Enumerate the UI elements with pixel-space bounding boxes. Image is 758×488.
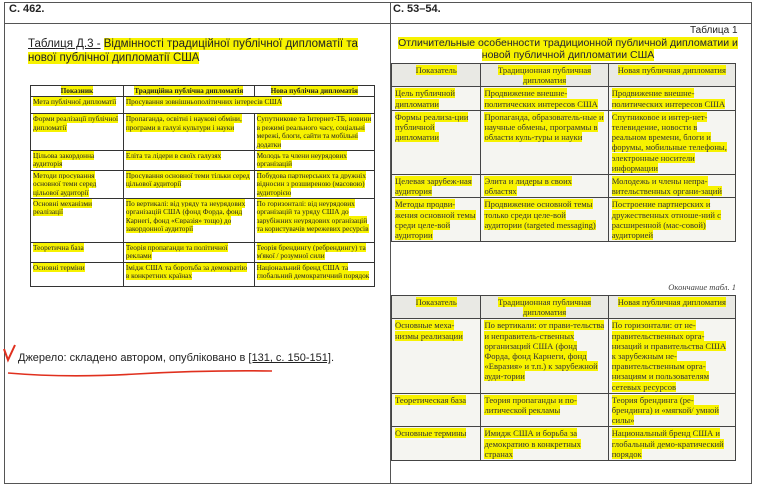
left-table-title [28, 37, 378, 65]
right-table-cont-header-text: Показатель [415, 297, 457, 307]
right-table-cell-text: Целевая зарубеж-ная аудитория [395, 176, 472, 197]
right-table-header-0 [392, 64, 481, 87]
right-comparison-table [391, 63, 736, 242]
left-table-row [31, 262, 375, 286]
right-table-header-text: Показатель [415, 65, 457, 75]
header-divider [5, 23, 751, 24]
right-table-cell [392, 110, 481, 174]
right-table-cont-cell [481, 427, 608, 461]
left-table-cell [31, 151, 124, 171]
left-table-cell [31, 243, 124, 263]
right-table-cell-text: Элита и лидеры в своих областях [484, 176, 572, 197]
right-table-cell [481, 87, 608, 110]
left-table-cell [123, 262, 254, 286]
right-table-cell [481, 198, 608, 242]
left-table-cell [123, 151, 254, 171]
red-underline [6, 366, 274, 380]
left-table-row [31, 199, 375, 243]
left-table-cell [254, 199, 374, 243]
left-table-cell [31, 170, 124, 198]
right-table-header-text: Традиционная публичная дипломатия [498, 65, 592, 86]
left-table-cell [123, 97, 374, 114]
right-table-cell-text: Пропаганда, образователь-ные и научные обмены, программы в области куль-туры и науки [484, 111, 604, 143]
source-note [18, 352, 334, 364]
red-checkmark [2, 343, 18, 363]
left-table-cell [254, 243, 374, 263]
left-table-cell-text: Просування основної теми тільки серед цільової аудиторії [125, 170, 250, 189]
right-table-header-2 [608, 64, 735, 87]
left-table-cell-text: Супутникове та Інтернет-ТБ, новини в режимі реального часу, соціальні мережі, блоги, сайти та мобільні додатки [256, 114, 372, 149]
left-table-cell-text: Теорія брендингу (ребрендингу) та м'якої / розумної сили [256, 243, 366, 261]
left-table-cell-text: Теоретична база [33, 243, 84, 253]
left-table-cell-text: По вертикалі: від уряду та неурядових організацій США (фонд Форда, фонд Карнегі, фонд «Євразія» тощо) до закордонної аудиторії [125, 199, 246, 234]
left-table-header-text: Нова публічна дипломатія [270, 86, 358, 95]
left-table-cell [31, 97, 124, 114]
left-table-cell-text: Пропаганда, освітні і наукові обміни, програми в галузі культури і науки [125, 114, 242, 132]
left-page-ref: С. 462. [9, 3, 45, 15]
left-table-cell [123, 199, 254, 243]
right-table-cell [392, 175, 481, 198]
right-table-cell [481, 110, 608, 174]
right-table-header-1 [481, 64, 608, 87]
right-table-cont-cell [392, 319, 481, 393]
right-table-row [392, 110, 736, 174]
left-table-heading: Відмінності традиційної публічної дипломатії та нової публічної дипломатії США [28, 38, 358, 64]
left-table-cell-text: Цільова закордонна аудиторія [33, 151, 95, 169]
right-table-cont-cell-text: Теория брендинга (ре-брендинга) и «мягкой/ умной силы» [611, 394, 719, 426]
right-table-cell [608, 110, 735, 174]
left-table-cell-text: Просування зовнішньополітичних інтересів США [125, 97, 282, 107]
right-table-cont-header-0 [392, 296, 481, 319]
right-table-heading: Отличительные особенности традиционной публичной дипломатии и новой публичной дипломатии США [398, 37, 738, 61]
right-table-cell-text: Продвижение основной темы только среди целе-вой аудитории (targeted messaging) [484, 199, 596, 230]
right-table-cell-text: Продвижение внешне-политических интересов США [484, 88, 598, 109]
right-table-header-text: Новая публичная дипломатия [617, 65, 726, 75]
right-table-cell-text: Методы продви-жения основной темы среди целе-вой аудитории [395, 199, 476, 241]
right-table-cell-text: Продвижение внешне-политических интересов США [611, 88, 726, 109]
right-table-cell-text: Спутниковое и интер-нет-телевидение, новости в реальном времени, блоги и форумы, мобильные телефоны, электронные носители информации [611, 111, 727, 173]
right-table-cont-cell-text: По вертикали: от прави-тельства и неправитель-ственных организаций США (фонд Форда, фонд Карнеги, фонд «Евразия» и т.п.) к зарубежной ауди-тории [484, 320, 605, 382]
right-table-cell-text: Построение партнерских и дружественных отноше-ний с расширенной (мас-совой) аудиторией [611, 199, 721, 241]
right-table-cont-cell [608, 393, 735, 427]
left-table-cell-text: Форми реалізації публічної дипломатії [33, 114, 119, 132]
right-table-row [392, 198, 736, 242]
left-table-row [31, 97, 375, 114]
left-table-label: Таблиця Д.3 - [28, 38, 101, 50]
source-suffix: . [330, 352, 335, 364]
left-table-row [31, 151, 375, 171]
left-table-cell-text: Імідж США та боротьба за демократію в конкретних країнах [125, 262, 248, 281]
left-table-cell [254, 170, 374, 198]
left-table-header-0 [31, 86, 124, 97]
right-page-ref: С. 53–54. [393, 3, 441, 15]
right-table-cont-cell [608, 319, 735, 393]
right-table-cell-text: Молодежь и члены непра-вительственных органи-заций [611, 176, 722, 197]
left-table-header-text: Традиційна публічна дипломатія [134, 86, 244, 95]
right-table-cont-header-1 [481, 296, 608, 319]
left-table-cell [123, 243, 254, 263]
right-table-cont-cell-text: Теоретическая база [395, 394, 467, 405]
right-table-cont-cell [392, 427, 481, 461]
right-table-cont-header-text: Традиционная публичная дипломатия [498, 297, 592, 318]
left-table-cell-text: Методи просування основної теми серед цільової аудиторії [33, 170, 97, 197]
left-table-row [31, 114, 375, 151]
right-table-cont-row [392, 427, 736, 461]
left-table-cell-text: Молодь та члени неурядових організацій [256, 151, 347, 169]
right-table-cont-cell-text: Национальный бренд США и глобальный демо-кратический порядок [611, 428, 724, 459]
right-table-cont-cell-text: Основные термины [395, 428, 467, 439]
right-table-cont-header-text: Новая публичная дипломатия [617, 297, 726, 307]
left-table-cell [31, 199, 124, 243]
right-table-cont-cell [392, 393, 481, 427]
right-table-cont-cell-text: Основные меха-низмы реализации [395, 320, 463, 341]
right-table-title [388, 37, 748, 61]
left-table-cell-text: Теорія пропаганди та політичної реклами [125, 243, 228, 261]
right-table-cont-row [392, 393, 736, 427]
left-table-header-text: Показник [60, 86, 94, 95]
right-table-cont-cell [608, 427, 735, 461]
right-table-number: Таблица 1 [690, 25, 738, 36]
left-table-header-2 [254, 86, 374, 97]
left-comparison-table [30, 85, 375, 287]
right-comparison-table-continued [391, 295, 736, 461]
right-table-cell [608, 175, 735, 198]
right-table-cont-cell [481, 393, 608, 427]
right-table-cell [392, 198, 481, 242]
left-table-cell [31, 114, 124, 151]
source-reference: [131, с. 150-151] [248, 352, 331, 364]
left-table-cell-text: Основні терміни [33, 262, 85, 272]
right-table-cont-header-2 [608, 296, 735, 319]
left-table-cell [254, 262, 374, 286]
right-table-cont-cell-text: Теория пропаганды и по-литической рекламы [484, 394, 577, 416]
right-table-row [392, 175, 736, 198]
left-table-cell [31, 262, 124, 286]
left-table-cell-text: Побудова партнерських та дружніх відносин з розширеною (масовою) аудиторією [256, 170, 366, 197]
right-table-row [392, 87, 736, 110]
left-table-cell-text: Еліта та лідери в своїх галузях [125, 151, 222, 161]
right-table-cont-cell-text: По горизонтали: от не-правительственных орга-низаций и правительства США к зарубежным не-правительственным орга-низациям и пользователям сетевых ресурсов [611, 320, 727, 392]
left-table-cell-text: Національний бренд США та глобальний демократичний порядок [256, 262, 370, 281]
right-table-cell-text: Цель публичной дипломатии [395, 88, 456, 109]
left-table-cell [254, 151, 374, 171]
table-continued-note: Окончание табл. 1 [668, 282, 736, 292]
right-table-cont-row [392, 319, 736, 393]
right-table-cell-text: Формы реализа-ции публичной дипломатии [395, 111, 469, 143]
left-table-cell [123, 170, 254, 198]
left-table-cell [254, 114, 374, 151]
right-table-cell [392, 87, 481, 110]
left-table-header-1 [123, 86, 254, 97]
right-table-cell [608, 87, 735, 110]
left-table-cell-text: Мета публічної дипломатії [33, 97, 117, 107]
left-table-row [31, 170, 375, 198]
left-table-cell [123, 114, 254, 151]
left-table-row [31, 243, 375, 263]
right-table-cont-cell-text: Имидж США и борьба за демократию в конкретных странах [484, 428, 581, 459]
left-table-cell-text: По горизонталі: від неурядових організацій та уряду США до зарубіжних неурядових організацій та користувачів мережевих ресурсів [256, 199, 369, 234]
right-table-cell [481, 175, 608, 198]
right-table-cell [608, 198, 735, 242]
right-table-cont-cell [481, 319, 608, 393]
left-table-cell-text: Основні механізми реалізації [33, 199, 93, 217]
source-prefix: Джерело: складено автором, опубліковано в [18, 352, 246, 364]
